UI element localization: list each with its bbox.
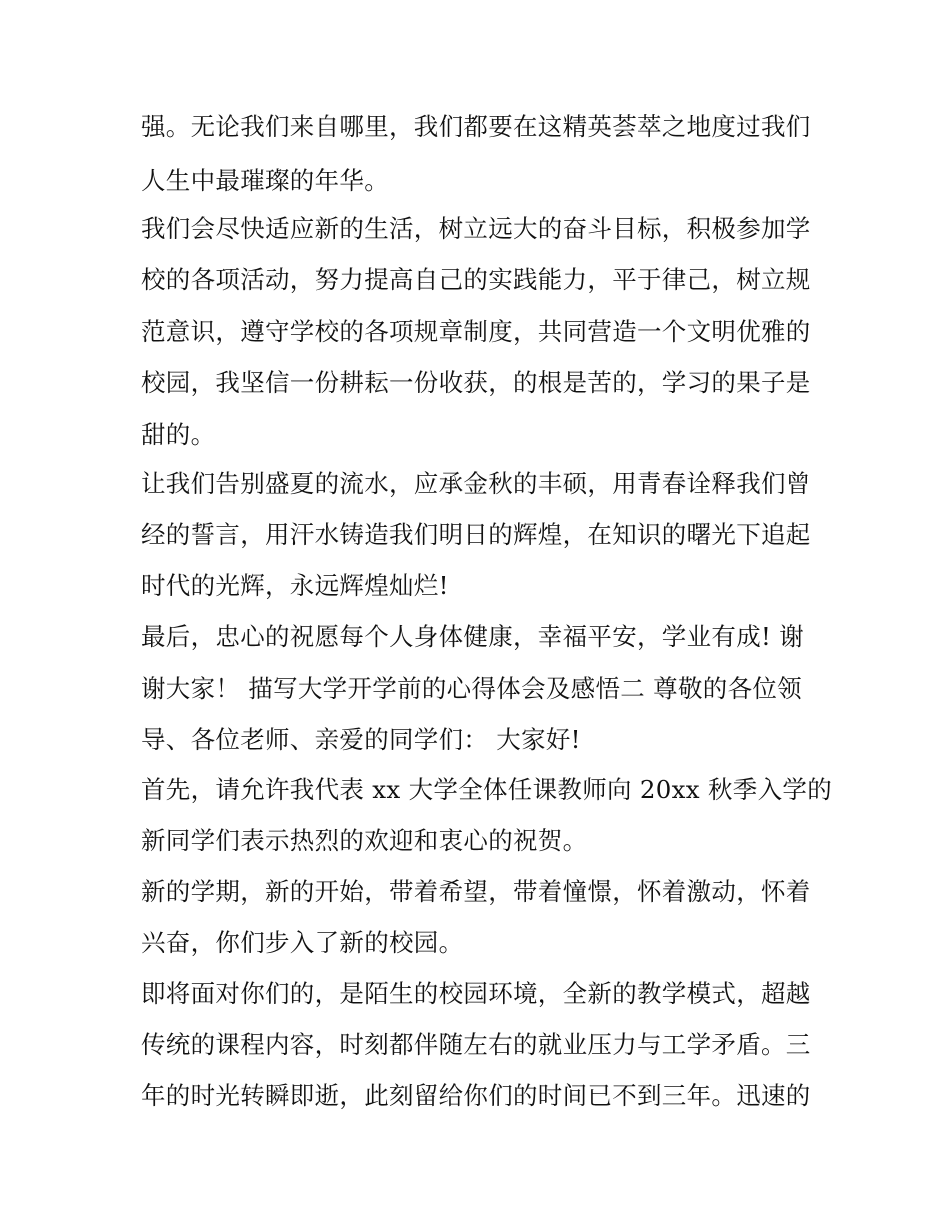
- text-line: 年的时光转瞬即逝，此刻留给你们的时间已不到三年。迅速的: [141, 1081, 811, 1110]
- text-line: 校的各项活动，努力提高自己的实践能力，平于律己，树立规: [141, 265, 811, 294]
- text-line: 即将面对你们的，是陌生的校园环境，全新的教学模式，超越: [141, 979, 811, 1008]
- text-line: 范意识，遵守学校的各项规章制度，共同营造一个文明优雅的: [141, 317, 811, 346]
- text-line: 让我们告别盛夏的流水，应承金秋的丰硕，用青春诠释我们曾: [141, 469, 811, 498]
- text-line: 最后，忠心的祝愿每个人身体健康，幸福平安，学业有成! 谢: [141, 622, 805, 651]
- text-line: 导、各位老师、亲爱的同学们： 大家好!: [141, 725, 581, 754]
- text-line: 经的誓言，用汗水铸造我们明日的辉煌，在知识的曙光下追起: [141, 520, 811, 549]
- text-line: 校园，我坚信一份耕耘一份收获，的根是苦的，学习的果子是: [141, 368, 811, 397]
- text-line: 时代的光辉，永远辉煌灿烂!: [141, 571, 449, 600]
- text-line: 人生中最璀璨的年华。: [141, 166, 389, 195]
- text-line: 新的学期，新的开始，带着希望，带着憧憬，怀着激动，怀着: [141, 877, 811, 906]
- text-line: 强。无论我们来自哪里，我们都要在这精英荟萃之地度过我们: [141, 112, 811, 141]
- text-line: 甜的。: [141, 420, 216, 449]
- text-line: 谢大家！ 描写大学开学前的心得体会及感悟二 尊敬的各位领: [141, 674, 802, 703]
- text-line: 首先，请允许我代表 xx 大学全体任课教师向 20xx 秋季入学的: [141, 775, 832, 804]
- text-line: 传统的课程内容，时刻都伴随左右的就业压力与工学矛盾。三: [141, 1030, 811, 1059]
- text-line: 兴奋，你们步入了新的校园。: [141, 928, 464, 957]
- text-line: 我们会尽快适应新的生活，树立远大的奋斗目标，积极参加学: [141, 214, 811, 243]
- text-line: 新同学们表示热烈的欢迎和衷心的祝贺。: [141, 826, 588, 855]
